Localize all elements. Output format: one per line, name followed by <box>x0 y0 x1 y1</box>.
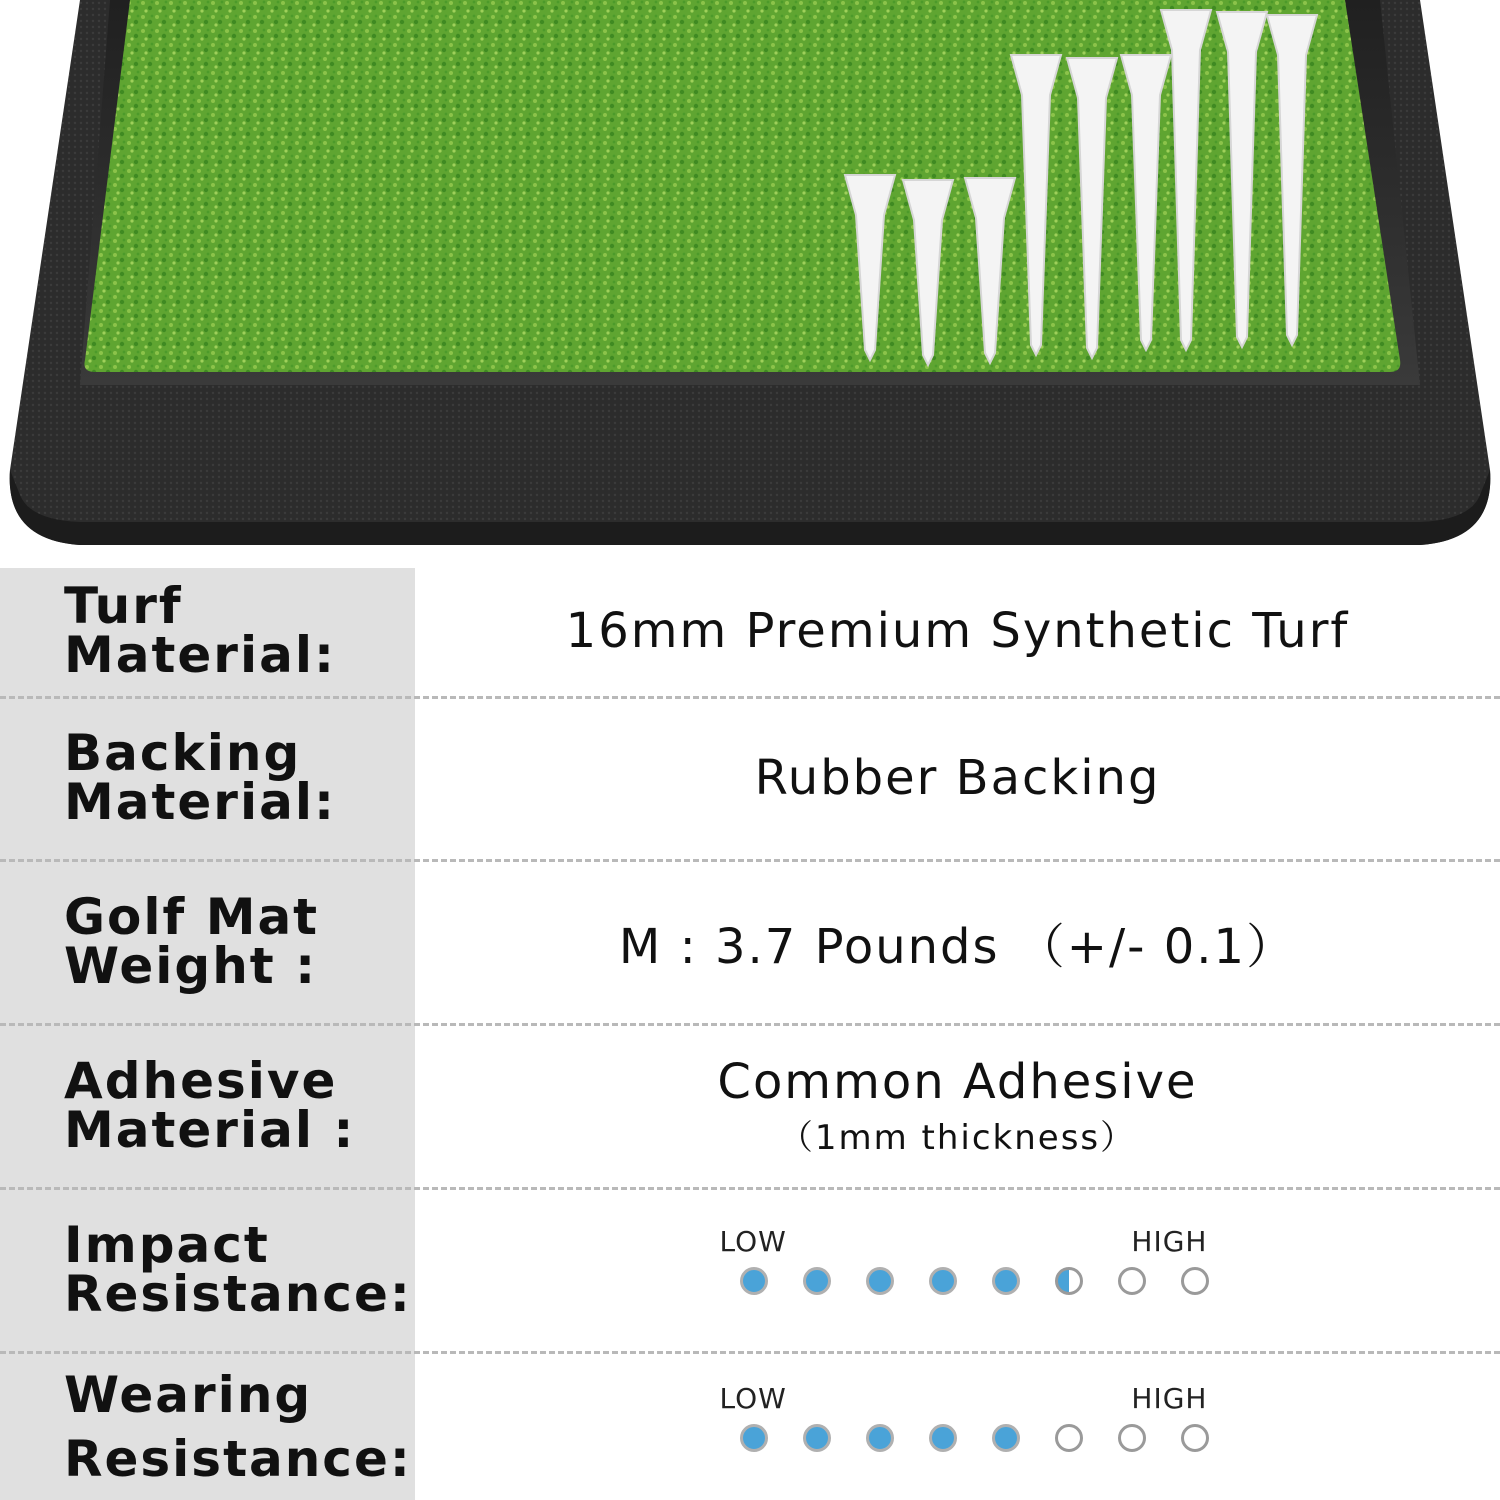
spec-label <box>64 1189 412 1351</box>
spec-label <box>64 568 409 693</box>
spec-row-weight <box>0 861 1500 1023</box>
scale-low-label: LOW <box>719 1225 787 1258</box>
rating-dot <box>803 1424 831 1452</box>
spec-row-turf-material <box>0 568 1500 693</box>
spec-label-line1: Wearing <box>64 1365 313 1424</box>
spec-label-line1: Golf Mat <box>64 888 320 946</box>
spec-value <box>415 861 1500 1023</box>
spec-value <box>415 1025 1500 1187</box>
scale-high-label: HIGH <box>1131 1225 1208 1258</box>
spec-value-text: 16mm Premium Synthetic Turf <box>565 602 1350 659</box>
rating-dot <box>929 1424 957 1452</box>
rating-dot <box>740 1267 768 1295</box>
spec-table <box>0 568 1500 1500</box>
spec-value <box>415 1353 1500 1500</box>
spec-value <box>415 568 1500 693</box>
spec-label-line2: Resistance: <box>64 1265 412 1323</box>
scale-high-label: HIGH <box>1131 1381 1208 1415</box>
spec-value-text: Rubber Backing <box>754 750 1161 806</box>
rating-dot <box>1118 1267 1146 1295</box>
spec-label <box>64 1353 412 1500</box>
spec-label <box>64 861 409 1023</box>
rating-dot <box>740 1424 768 1452</box>
spec-label-line2: Weight : <box>64 937 318 995</box>
rating-dot <box>1181 1424 1209 1452</box>
spec-label <box>64 698 409 858</box>
spec-label-line1: Adhesive <box>64 1052 338 1110</box>
spec-label-line2: Material: <box>64 773 336 831</box>
rating-scale <box>688 1382 1228 1472</box>
spec-label-line1: Impact <box>64 1216 270 1274</box>
rating-dot <box>1055 1267 1083 1295</box>
rating-dot <box>992 1267 1020 1295</box>
rating-dot <box>1118 1424 1146 1452</box>
spec-value-text: M : 3.7 Pounds （+/- 0.1） <box>618 918 1297 975</box>
spec-label <box>64 1025 409 1187</box>
rating-dot <box>1055 1424 1083 1452</box>
spec-value-text: Common Adhesive <box>717 1053 1198 1110</box>
spec-row-adhesive-material <box>0 1025 1500 1187</box>
spec-label-line2: Material: <box>64 625 336 684</box>
rating-dot <box>992 1424 1020 1452</box>
spec-label-line2: Material : <box>64 1101 356 1159</box>
spec-label-line1: Backing <box>64 724 302 782</box>
spec-value-subtext: （1mm thickness） <box>778 1117 1137 1158</box>
rating-dot <box>1181 1267 1209 1295</box>
spec-row-wearing-resistance <box>0 1353 1500 1500</box>
rating-dot <box>929 1267 957 1295</box>
rating-dots <box>740 1267 1220 1303</box>
rating-dot <box>866 1267 894 1295</box>
spec-row-impact-resistance <box>0 1189 1500 1351</box>
turf-surface <box>84 0 1400 372</box>
spec-row-backing-material <box>0 698 1500 858</box>
rating-dot <box>866 1424 894 1452</box>
spec-label-line1: Turf <box>64 576 183 635</box>
rating-scale <box>688 1225 1228 1315</box>
spec-value <box>415 1189 1500 1351</box>
spec-value <box>415 698 1500 858</box>
rating-dots <box>740 1424 1220 1460</box>
product-photo <box>0 0 1500 560</box>
spec-label-line2: Resistance: <box>64 1429 412 1488</box>
rating-dot <box>803 1267 831 1295</box>
scale-low-label: LOW <box>719 1381 787 1415</box>
